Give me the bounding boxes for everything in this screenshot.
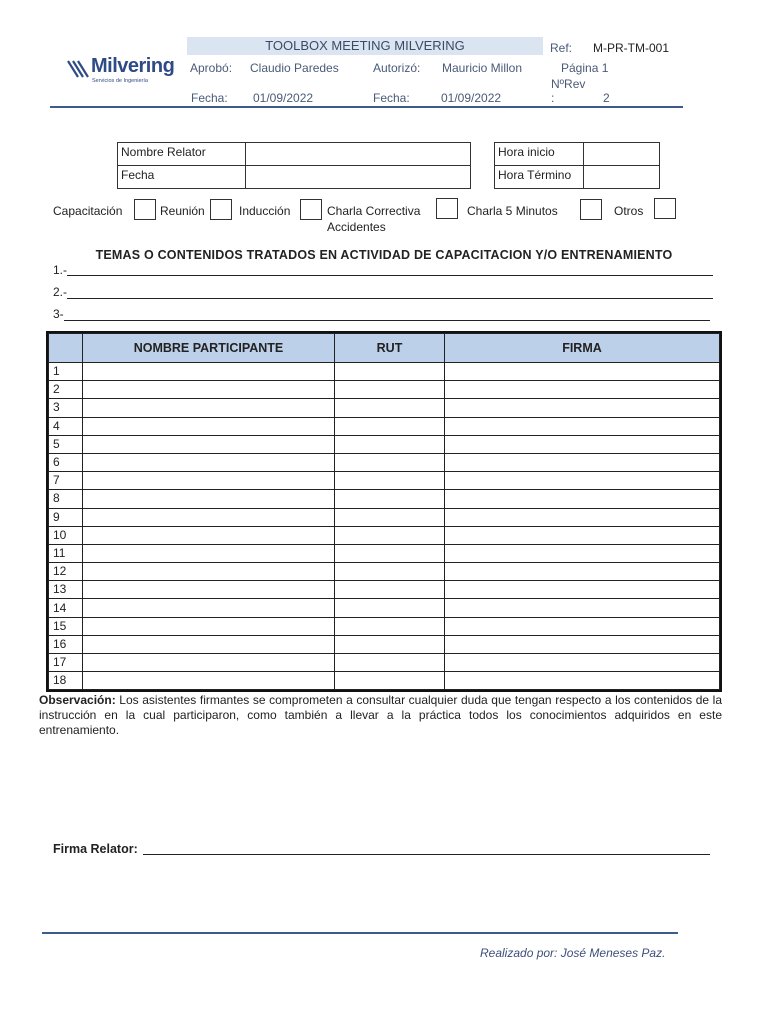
firma-cell[interactable] [445, 635, 720, 653]
logo-tagline: Servicios de Ingeniería [92, 78, 148, 84]
topic-1-label: 1.- [53, 263, 68, 277]
table-row [49, 453, 720, 471]
nombre-cell[interactable] [83, 381, 335, 399]
nombre-cell[interactable] [83, 563, 335, 581]
nombre-cell[interactable] [83, 417, 335, 435]
header-rut: RUT [335, 334, 445, 363]
row-number: 5 [49, 435, 83, 453]
header-divider [50, 106, 683, 108]
rut-cell[interactable] [335, 399, 445, 417]
row-number: 9 [49, 508, 83, 526]
nrev-label: NºRev [551, 77, 586, 91]
nrev-value: 2 [603, 91, 610, 105]
firma-cell[interactable] [445, 381, 720, 399]
topic-3-line[interactable] [64, 320, 710, 321]
aprobo-value: Claudio Paredes [250, 61, 339, 75]
row-number: 15 [49, 617, 83, 635]
table-header-row [49, 334, 720, 363]
hora-termino-label: Hora Término [498, 168, 572, 182]
firma-cell[interactable] [445, 508, 720, 526]
rut-cell[interactable] [335, 526, 445, 544]
row-number: 14 [49, 599, 83, 617]
fecha-aprobo-value: 01/09/2022 [253, 91, 314, 105]
rut-cell[interactable] [335, 417, 445, 435]
nombre-cell[interactable] [83, 581, 335, 599]
row-number: 17 [49, 654, 83, 672]
table-row [49, 435, 720, 453]
hora-inicio-label: Hora inicio [498, 145, 555, 159]
rut-cell[interactable] [335, 544, 445, 562]
rut-cell[interactable] [335, 654, 445, 672]
table-row [49, 563, 720, 581]
nombre-cell[interactable] [83, 599, 335, 617]
logo-name: Milvering [91, 55, 175, 77]
topic-2-line[interactable] [67, 298, 713, 299]
firma-cell[interactable] [445, 363, 720, 381]
capacitacion-checkbox[interactable] [134, 199, 156, 220]
rut-cell[interactable] [335, 599, 445, 617]
ref-value: M-PR-TM-001 [593, 41, 670, 55]
rut-cell[interactable] [335, 581, 445, 599]
row-number: 1 [49, 363, 83, 381]
nombre-cell[interactable] [83, 544, 335, 562]
option-reunion-label: Reunión [160, 204, 205, 218]
fecha-autorizo-label: Fecha: [373, 91, 410, 105]
table-row [49, 654, 720, 672]
observacion-text [39, 693, 722, 738]
rut-cell[interactable] [335, 635, 445, 653]
nombre-cell[interactable] [83, 654, 335, 672]
milvering-logo [66, 56, 176, 88]
nombre-cell[interactable] [83, 526, 335, 544]
firma-cell[interactable] [445, 399, 720, 417]
table-row [49, 490, 720, 508]
option-charla-5-label: Charla 5 Minutos [467, 204, 558, 218]
aprobo-label: Aprobó: [190, 61, 233, 75]
header-firma: FIRMA [445, 334, 720, 363]
nombre-cell[interactable] [83, 635, 335, 653]
row-number: 13 [49, 581, 83, 599]
hora-box [494, 142, 660, 189]
rut-cell[interactable] [335, 435, 445, 453]
firma-cell[interactable] [445, 453, 720, 471]
table-row [49, 417, 720, 435]
rut-cell[interactable] [335, 508, 445, 526]
firma-cell[interactable] [445, 544, 720, 562]
induccion-checkbox[interactable] [300, 199, 322, 220]
table-row [49, 363, 720, 381]
table-row [49, 672, 720, 690]
nombre-cell[interactable] [83, 435, 335, 453]
rut-cell[interactable] [335, 490, 445, 508]
nombre-cell[interactable] [83, 472, 335, 490]
firma-cell[interactable] [445, 490, 720, 508]
table-row [49, 508, 720, 526]
rut-cell[interactable] [335, 617, 445, 635]
nombre-cell[interactable] [83, 453, 335, 471]
firma-cell[interactable] [445, 472, 720, 490]
row-number: 8 [49, 490, 83, 508]
nombre-cell[interactable] [83, 399, 335, 417]
option-charla-correctiva-label-2: Accidentes [327, 220, 386, 234]
row-number: 11 [49, 544, 83, 562]
nombre-cell[interactable] [83, 508, 335, 526]
rut-cell[interactable] [335, 381, 445, 399]
fecha-label: Fecha [121, 168, 155, 182]
firma-cell[interactable] [445, 617, 720, 635]
header-nombre: NOMBRE PARTICIPANTE [83, 334, 335, 363]
logo-mark-icon [66, 58, 92, 80]
autorizo-label: Autorizó: [373, 61, 421, 75]
nombre-relator-label: Nombre Relator [121, 145, 206, 159]
hora-inicio-field[interactable] [585, 144, 658, 164]
relator-box [117, 142, 471, 189]
table-row [49, 399, 720, 417]
nombre-cell[interactable] [83, 617, 335, 635]
firma-cell[interactable] [445, 563, 720, 581]
option-induccion-label: Inducción [239, 204, 291, 218]
topic-3-label: 3- [53, 307, 64, 321]
hora-termino-field[interactable] [585, 167, 658, 187]
row-number: 18 [49, 672, 83, 690]
row-number: 6 [49, 453, 83, 471]
topic-1-line[interactable] [67, 275, 713, 276]
row-number: 10 [49, 526, 83, 544]
rut-cell[interactable] [335, 672, 445, 690]
table-row [49, 544, 720, 562]
nombre-relator-field[interactable] [247, 144, 468, 164]
fecha-autorizo-value: 01/09/2022 [441, 91, 502, 105]
otros-checkbox[interactable] [654, 198, 676, 219]
footer-divider [42, 932, 678, 934]
firma-relator-line[interactable] [143, 854, 710, 855]
firma-cell[interactable] [445, 654, 720, 672]
nombre-cell[interactable] [83, 672, 335, 690]
participants-table [46, 331, 722, 692]
row-number: 4 [49, 417, 83, 435]
option-otros-label: Otros [614, 204, 644, 218]
option-capacitacion-label: Capacitación [53, 204, 123, 218]
nombre-cell[interactable] [83, 490, 335, 508]
row-number: 16 [49, 635, 83, 653]
nrev-colon: : [551, 91, 555, 105]
table-row [49, 581, 720, 599]
option-charla-correctiva-label: Charla Correctiva [327, 204, 421, 218]
fecha-aprobo-label: Fecha: [191, 91, 228, 105]
row-number: 3 [49, 399, 83, 417]
header-num [49, 334, 83, 363]
table-row [49, 472, 720, 490]
page-number: Página 1 [561, 61, 609, 75]
firma-cell[interactable] [445, 599, 720, 617]
footer-author: Realizado por: José Meneses Paz. [480, 946, 666, 960]
table-row [49, 381, 720, 399]
observacion-body: Los asistentes firmantes se comprometen a consultar cualquier duda que tengan respecto a los contenidos de la instrucción en la cual participaron, como también a llevar a la práctica todos los conocimientos adquiridos en este entrenamiento. [39, 693, 722, 737]
row-number: 12 [49, 563, 83, 581]
fecha-field[interactable] [247, 167, 468, 187]
firma-cell[interactable] [445, 435, 720, 453]
topic-2-label: 2.- [53, 285, 68, 299]
firma-relator-label: Firma Relator: [53, 842, 138, 856]
autorizo-value: Mauricio Millon [442, 61, 523, 75]
row-number: 7 [49, 472, 83, 490]
firma-cell[interactable] [445, 672, 720, 690]
ref-label: Ref: [550, 41, 573, 55]
rut-cell[interactable] [335, 363, 445, 381]
document-title: TOOLBOX MEETING MILVERING [187, 37, 543, 55]
table-row [49, 635, 720, 653]
table-row [49, 617, 720, 635]
firma-cell[interactable] [445, 417, 720, 435]
rut-cell[interactable] [335, 453, 445, 471]
firma-cell[interactable] [445, 581, 720, 599]
observacion-label: Observación: [39, 693, 116, 707]
topics-title: TEMAS O CONTENIDOS TRATADOS EN ACTIVIDAD DE CAPACITACION Y/O ENTRENAMIENTO [95, 248, 673, 262]
firma-cell[interactable] [445, 526, 720, 544]
charla-correctiva-checkbox[interactable] [436, 198, 458, 219]
row-number: 2 [49, 381, 83, 399]
rut-cell[interactable] [335, 563, 445, 581]
charla-5-checkbox[interactable] [580, 199, 602, 220]
reunion-checkbox[interactable] [210, 199, 232, 220]
nombre-cell[interactable] [83, 363, 335, 381]
table-row [49, 599, 720, 617]
rut-cell[interactable] [335, 472, 445, 490]
table-row [49, 526, 720, 544]
